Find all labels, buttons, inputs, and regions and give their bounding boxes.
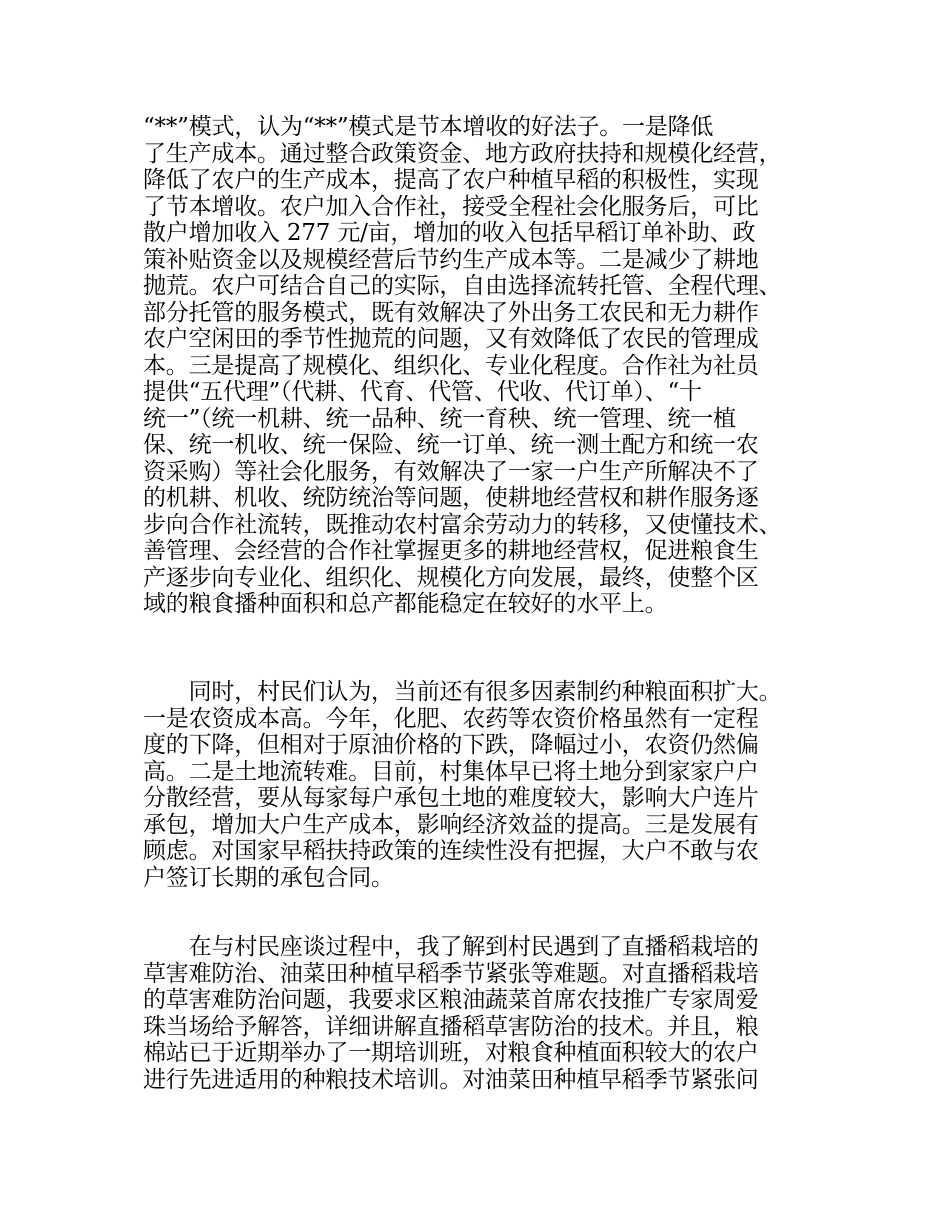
text-line: 顾虑。对国家早稻扶持政策的连续性没有把握，大户不敢与农: [143, 838, 759, 864]
text-line: 了节本增收。农户加入合作社，接受全程社会化服务后，可比: [143, 193, 759, 220]
text-line: 的机耕、机收、统防统治等问题，使耕地经营权和耕作服务逐: [143, 485, 759, 511]
text-line: 提供“五代理”（代耕、代育、代管、代收、代订单）、“十: [143, 379, 702, 405]
text-line: “**”模式，认为“**”模式是节本增收的好法子。一是降低: [143, 114, 714, 140]
text-line: 抛荒。农户可结合自己的实际，自由选择流转托管、全程代理、: [143, 273, 782, 299]
text-line: 善管理、会经营的合作社掌握更多的耕地经营权，促进粮食生: [143, 538, 759, 564]
text-line: 了生产成本。通过整合政策资金、地方政府扶持和规模化经营，: [143, 140, 782, 167]
paragraph-2: [143, 679, 823, 891]
text-line: 降低了农户的生产成本，提高了农户种植早稻的积极性，实现: [143, 167, 759, 193]
text-line: 农户空闲田的季节性抛荒的问题，又有效降低了农民的管理成: [143, 326, 759, 352]
text-line: 进行先进适用的种粮技术培训。对油菜田种植早稻季节紧张问: [143, 1066, 759, 1093]
text-line: 资采购）等社会化服务，有效解决了一家一户生产所解决不了: [143, 458, 759, 485]
text-line: 策补贴资金以及规模经营后节约生产成本等。二是减少了耕地: [143, 246, 759, 273]
text-line: 在与村民座谈过程中，我了解到村民遇到了直播稻栽培的: [143, 934, 759, 960]
text-line: 产逐步向专业化、组织化、规模化方向发展，最终，使整个区: [143, 564, 759, 591]
text-line: 的草害难防治问题，我要求区粮油蔬菜首席农技推广专家周爱: [143, 987, 759, 1013]
text-line: 珠当场给予解答，详细讲解直播稻草害防治的技术。并且，粮: [143, 1013, 759, 1040]
text-line: 度的下降，但相对于原油价格的下跌，降幅过小，农资仍然偏: [143, 732, 759, 758]
text-line: 一是农资成本高。今年，化肥、农药等农资价格虽然有一定程: [143, 705, 759, 732]
text-line: 同时，村民们认为，当前还有很多因素制约种粮面积扩大。: [143, 679, 782, 705]
text-line: 步向合作社流转，既推动农村富余劳动力的转移，又使懂技术、: [143, 511, 782, 538]
text-line: 散户增加收入 277 元/亩，增加的收入包括早稻订单补助、政: [143, 220, 756, 246]
text-line: 户签订长期的承包合同。: [143, 864, 394, 891]
text-line: 分散经营，要从每家每户承包土地的难度较大，影响大户连片: [143, 785, 759, 811]
text-line: 保、统一机收、统一保险、统一订单、统一测土配方和统一农: [143, 432, 759, 458]
text-line: 草害难防治、油菜田种植早稻季节紧张等难题。对直播稻栽培: [143, 960, 759, 987]
text-line: 域的粮食播种面积和总产都能稳定在较好的水平上。: [143, 591, 668, 617]
text-line: 高。二是土地流转难。目前，村集体早已将土地分到家家户户: [143, 758, 759, 785]
text-line: 统一”（统一机耕、统一品种、统一育秧、统一管理、统一植: [143, 405, 736, 432]
paragraph-1: [143, 114, 823, 618]
text-line: 承包，增加大户生产成本，影响经济效益的提高。三是发展有: [143, 811, 759, 838]
paragraph-3: [143, 934, 823, 1093]
text-line: 棉站已于近期举办了一期培训班，对粮食种植面积较大的农户: [143, 1040, 759, 1066]
text-line: 本。三是提高了规模化、组织化、专业化程度。合作社为社员: [143, 352, 759, 379]
text-line: 部分托管的服务模式，既有效解决了外出务工农民和无力耕作: [143, 299, 759, 326]
